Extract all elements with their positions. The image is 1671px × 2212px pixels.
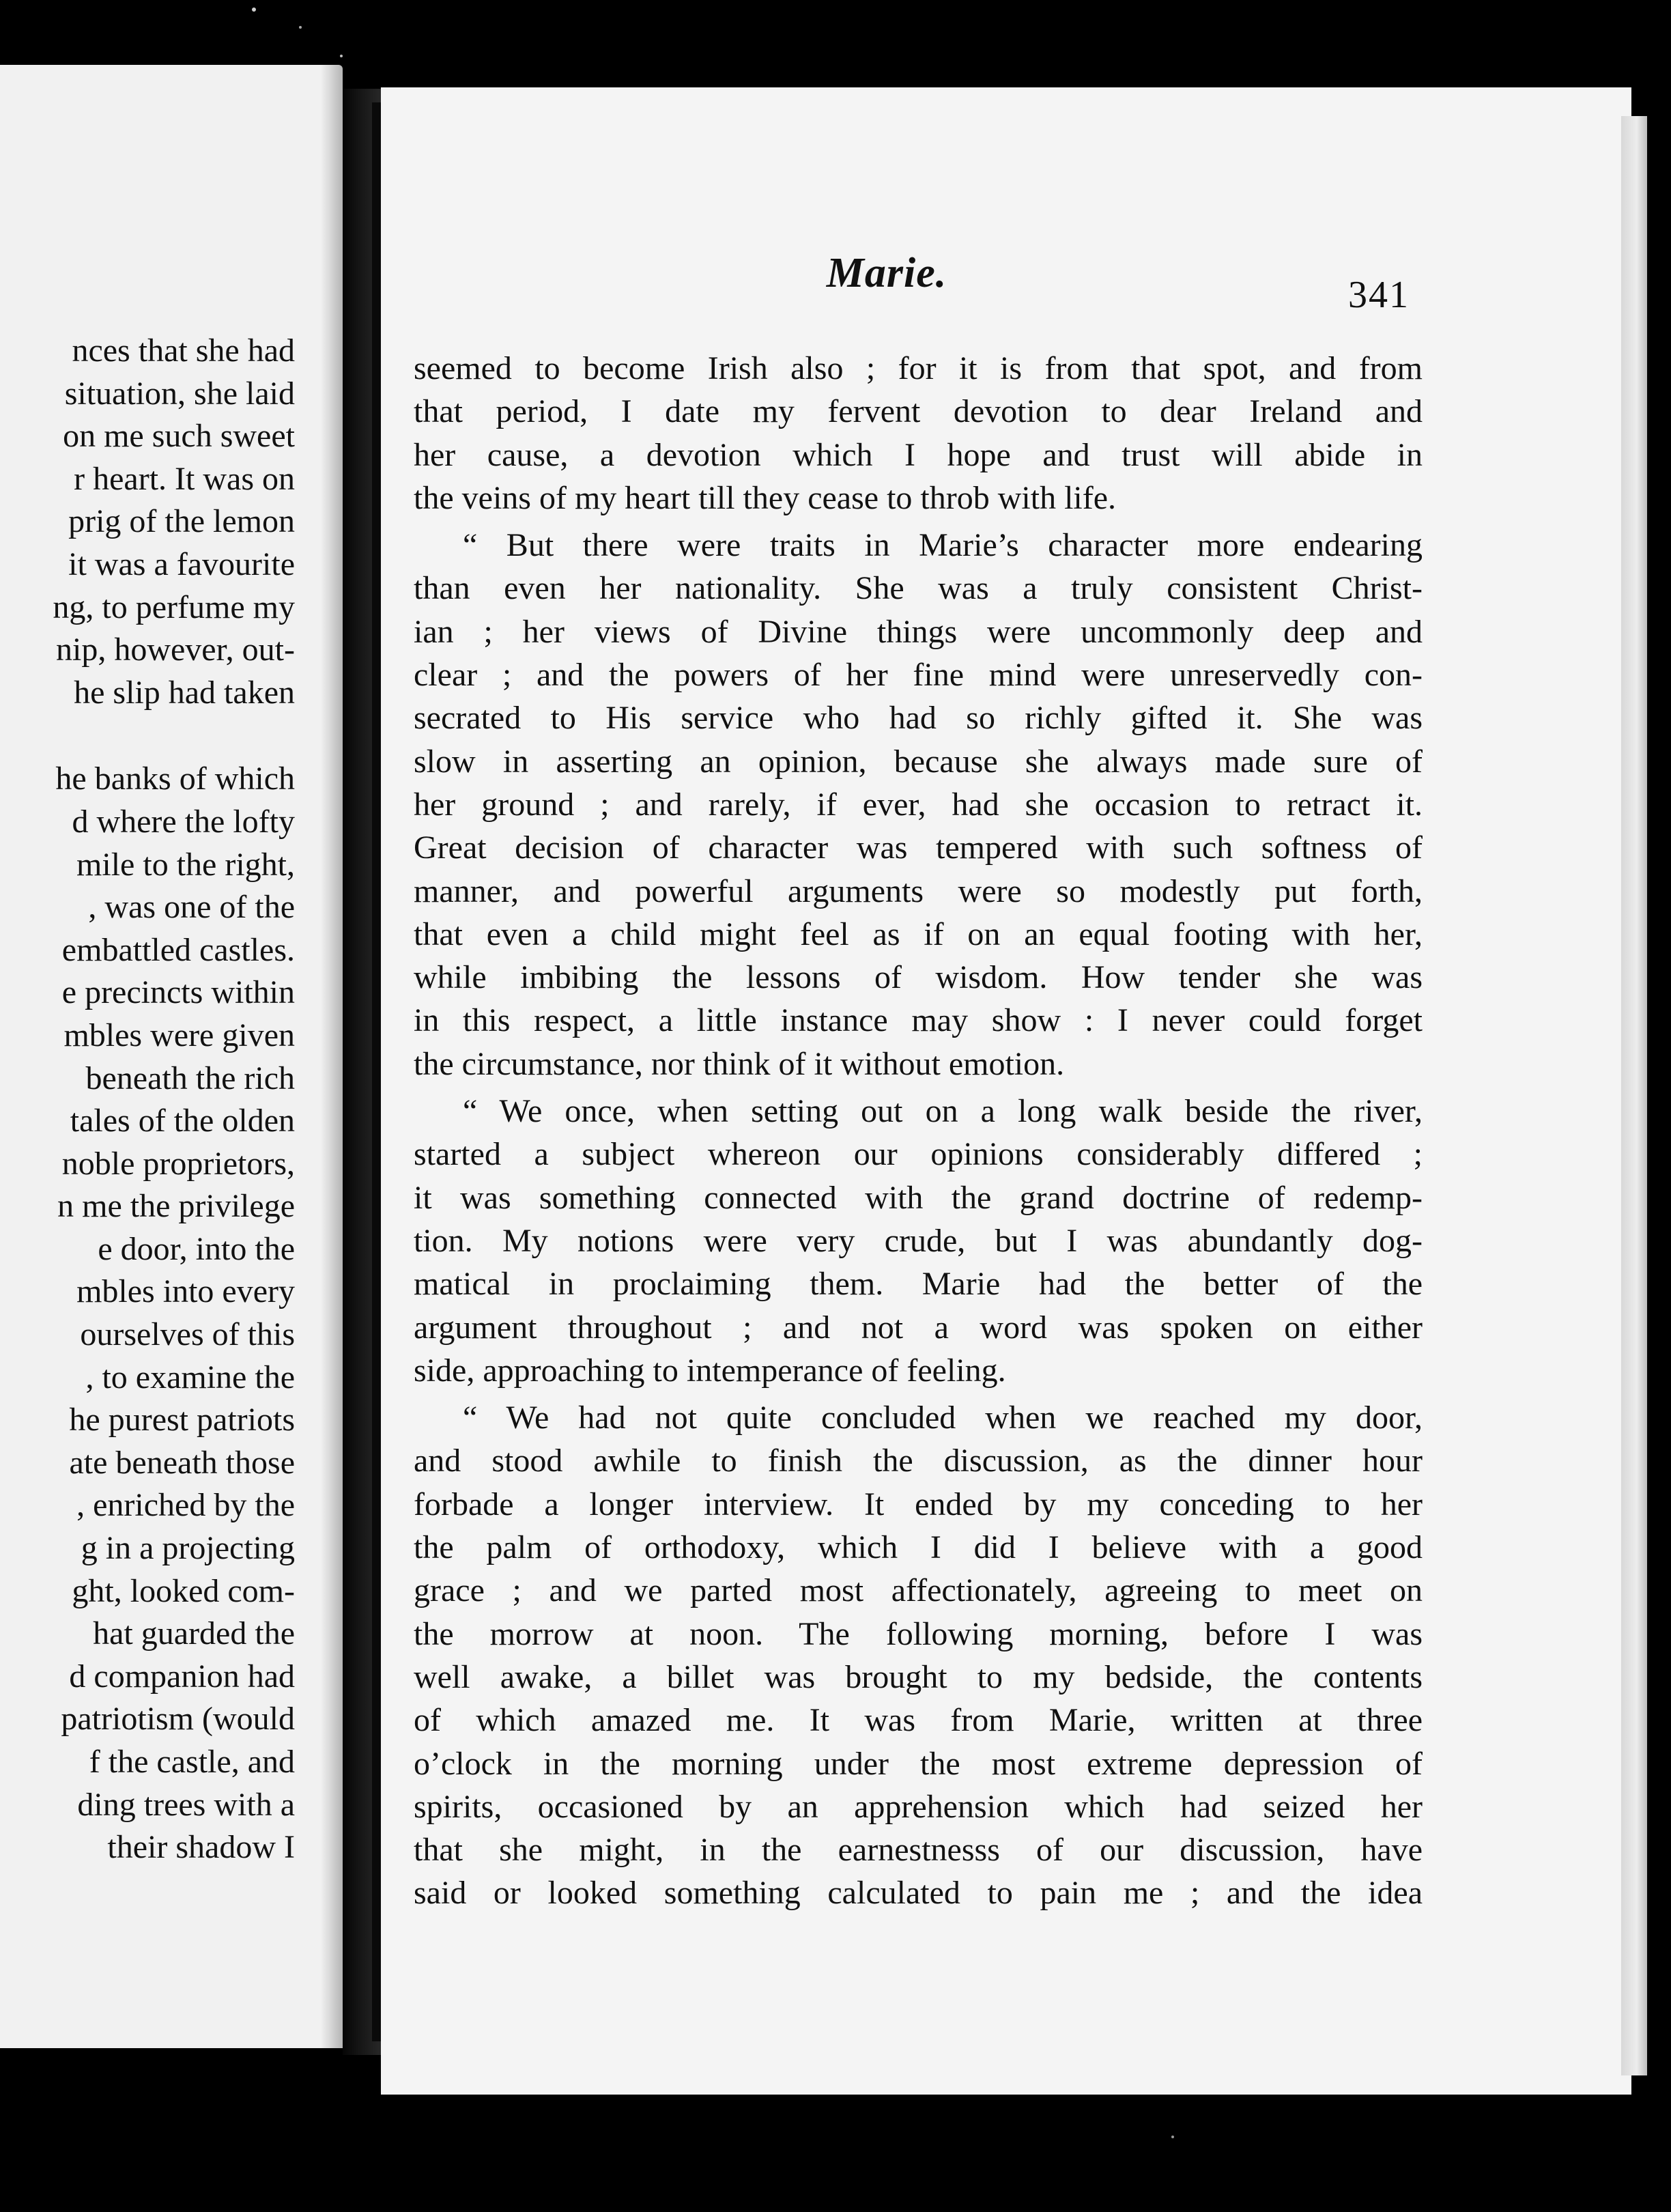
left-line: ght, looked com-	[72, 1572, 295, 1609]
left-line: mbles into every	[76, 1273, 295, 1310]
text-line: it was something connected with the grand doctrine of redemp-	[414, 1179, 1423, 1216]
text-line: than even her nationality. She was a truly consistent Christ-	[414, 570, 1423, 607]
text-line: spirits, occasioned by an apprehension which had seized her	[414, 1788, 1423, 1825]
left-line: situation, she laid	[64, 375, 295, 412]
left-line: patriotism (would	[61, 1701, 295, 1738]
text-line: of which amazed me. It was from Marie, written at three	[414, 1702, 1423, 1739]
text-line: well awake, a billet was brought to my bedside, the contents	[414, 1658, 1423, 1695]
gutter-binding-line	[372, 102, 382, 2041]
left-line: ate beneath those	[69, 1444, 295, 1481]
left-line: tales of the olden	[70, 1103, 295, 1139]
left-line: he purest patriots	[69, 1402, 295, 1438]
right-page-text	[414, 347, 1423, 1915]
left-line: d companion had	[69, 1658, 295, 1695]
left-line: ourselves of this	[80, 1316, 295, 1353]
text-line: argument throughout ; and not a word was spoken on either	[414, 1309, 1423, 1346]
text-line: the circumstance, nor think of it without emotion.	[414, 1045, 1065, 1082]
text-line: matical in proclaiming them. Marie had the better of the	[414, 1266, 1423, 1303]
text-line: in this respect, a little instance may show : I never could forget	[414, 1002, 1423, 1039]
left-line: ding trees with a	[77, 1786, 295, 1823]
text-line: slow in asserting an opinion, because she always made sure of	[414, 743, 1423, 780]
left-line: he banks of which	[55, 761, 295, 797]
text-line: tion. My notions were very crude, but I was abundantly dog-	[414, 1222, 1423, 1259]
left-line: f the castle, and	[89, 1744, 295, 1780]
left-line: , to examine the	[85, 1359, 295, 1395]
left-line: prig of the lemon	[68, 503, 295, 540]
left-line: d where the lofty	[72, 803, 295, 840]
text-line: secrated to His service who had so richly gifted it. She was	[414, 700, 1423, 737]
text-line: side, approaching to intemperance of feeling.	[414, 1352, 1006, 1389]
left-line: , was one of the	[88, 889, 295, 926]
left-line: noble proprietors,	[61, 1145, 295, 1182]
left-line: on me such sweet	[63, 418, 295, 455]
text-line: and stood awhile to finish the discussion, as the dinner hour	[414, 1443, 1423, 1479]
text-line: her ground ; and rarely, if ever, had she occasion to retract it.	[414, 786, 1423, 823]
text-line: said or looked something calculated to pain me ; and the idea	[414, 1875, 1423, 1912]
text-line: “ We once, when setting out on a long walk beside the river,	[463, 1093, 1423, 1130]
left-page-text	[0, 330, 295, 1869]
text-line: ian ; her views of Divine things were uncommonly deep and	[414, 613, 1423, 650]
text-line: while imbibing the lessons of wisdom. How tender she was	[414, 959, 1423, 996]
left-line: ng, to perfume my	[53, 589, 295, 625]
left-line: , enriched by the	[76, 1487, 295, 1524]
text-line: grace ; and we parted most affectionately, agreeing to meet on	[414, 1572, 1423, 1609]
text-line: the veins of my heart till they cease to throb with life.	[414, 479, 1117, 516]
left-line: e precincts within	[61, 974, 295, 1011]
left-line: it was a favourite	[68, 545, 295, 582]
left-paragraph-gap	[0, 714, 295, 758]
left-line: hat guarded the	[93, 1615, 295, 1652]
text-line: o’clock in the morning under the most extreme depression of	[414, 1745, 1423, 1782]
left-line: g in a projecting	[81, 1530, 295, 1567]
text-line: forbade a longer interview. It ended by my conceding to her	[414, 1486, 1423, 1522]
left-line: their shadow I	[107, 1829, 295, 1866]
left-line: nip, however, out-	[56, 632, 295, 668]
text-line: “ We had not quite concluded when we reached my door,	[463, 1400, 1423, 1436]
left-line: nces that she had	[72, 332, 295, 369]
text-line: clear ; and the powers of her fine mind were unreservedly con-	[414, 657, 1423, 694]
text-line: the morrow at noon. The following morning, before I was	[414, 1615, 1423, 1652]
text-line: her cause, a devotion which I hope and trust will abide in	[414, 436, 1423, 473]
text-line: that period, I date my fervent devotion to dear Ireland and	[414, 393, 1423, 430]
left-line: he slip had taken	[74, 674, 295, 711]
text-line: manner, and powerful arguments were so modestly put forth,	[414, 873, 1423, 909]
left-line: embattled castles.	[61, 931, 295, 968]
left-line: n me the privilege	[57, 1188, 295, 1225]
text-line: “ But there were traits in Marie’s character more endearing	[463, 527, 1423, 564]
text-line: the palm of orthodoxy, which I did I believe with a good	[414, 1529, 1423, 1566]
page-number: 341	[1348, 274, 1410, 316]
text-line: started a subject whereon our opinions considerably differed ;	[414, 1136, 1423, 1173]
left-page	[0, 65, 343, 2048]
running-head: Marie.	[826, 250, 947, 296]
page-stack-edge	[1621, 116, 1647, 2075]
left-line: e door, into the	[98, 1230, 295, 1267]
text-line: that even a child might feel as if on an equal footing with her,	[414, 916, 1423, 952]
left-page-shadow	[321, 65, 343, 2048]
text-line: Great decision of character was tempered with such softness of	[414, 830, 1423, 866]
left-line: mile to the right,	[76, 846, 295, 883]
left-line: r heart. It was on	[74, 460, 295, 497]
text-line: that she might, in the earnestnesss of our discussion, have	[414, 1832, 1423, 1869]
text-line: seemed to become Irish also ; for it is from that spot, and from	[414, 350, 1423, 386]
left-line: beneath the rich	[85, 1060, 295, 1096]
left-line: mbles were given	[63, 1017, 295, 1053]
